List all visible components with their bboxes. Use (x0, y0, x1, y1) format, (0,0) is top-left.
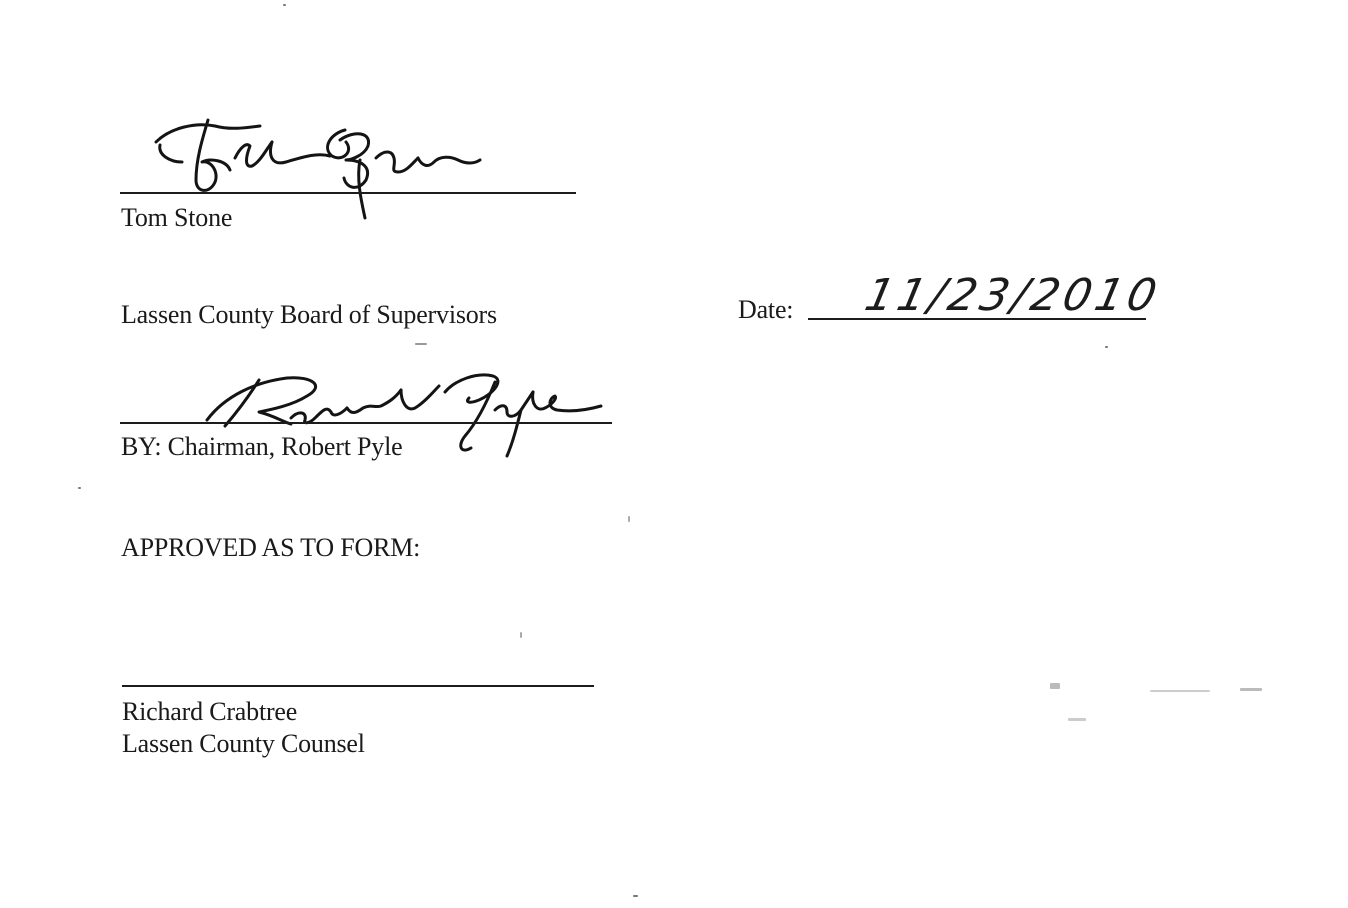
scan-speck (283, 4, 286, 6)
scan-speck (1150, 690, 1210, 692)
scan-speck (633, 895, 638, 897)
date-handwritten (860, 258, 1165, 328)
counsel-title: Lassen County Counsel (122, 729, 365, 758)
counsel-signature-line (122, 685, 594, 687)
scan-speck (1240, 688, 1262, 691)
scan-speck (1050, 683, 1060, 689)
board-label: Lassen County Board of Supervisors (121, 300, 497, 329)
scan-speck (1105, 346, 1108, 348)
counsel-name: Richard Crabtree (122, 697, 298, 726)
scan-speck (78, 487, 81, 489)
scan-speck (1068, 718, 1086, 721)
scan-speck (628, 516, 630, 522)
scan-speck (415, 343, 427, 345)
approved-heading: APPROVED AS TO FORM: (121, 533, 421, 562)
tom-stone-name: Tom Stone (121, 203, 233, 232)
scan-speck (520, 632, 522, 638)
tom-stone-signature-line (120, 192, 576, 194)
date-value: 11/23/2010 (860, 270, 1165, 321)
robert-pyle-signature-line (120, 422, 612, 424)
date-label: Date: (738, 295, 794, 324)
robert-pyle-signatory: BY: Chairman, Robert Pyle (121, 432, 403, 461)
